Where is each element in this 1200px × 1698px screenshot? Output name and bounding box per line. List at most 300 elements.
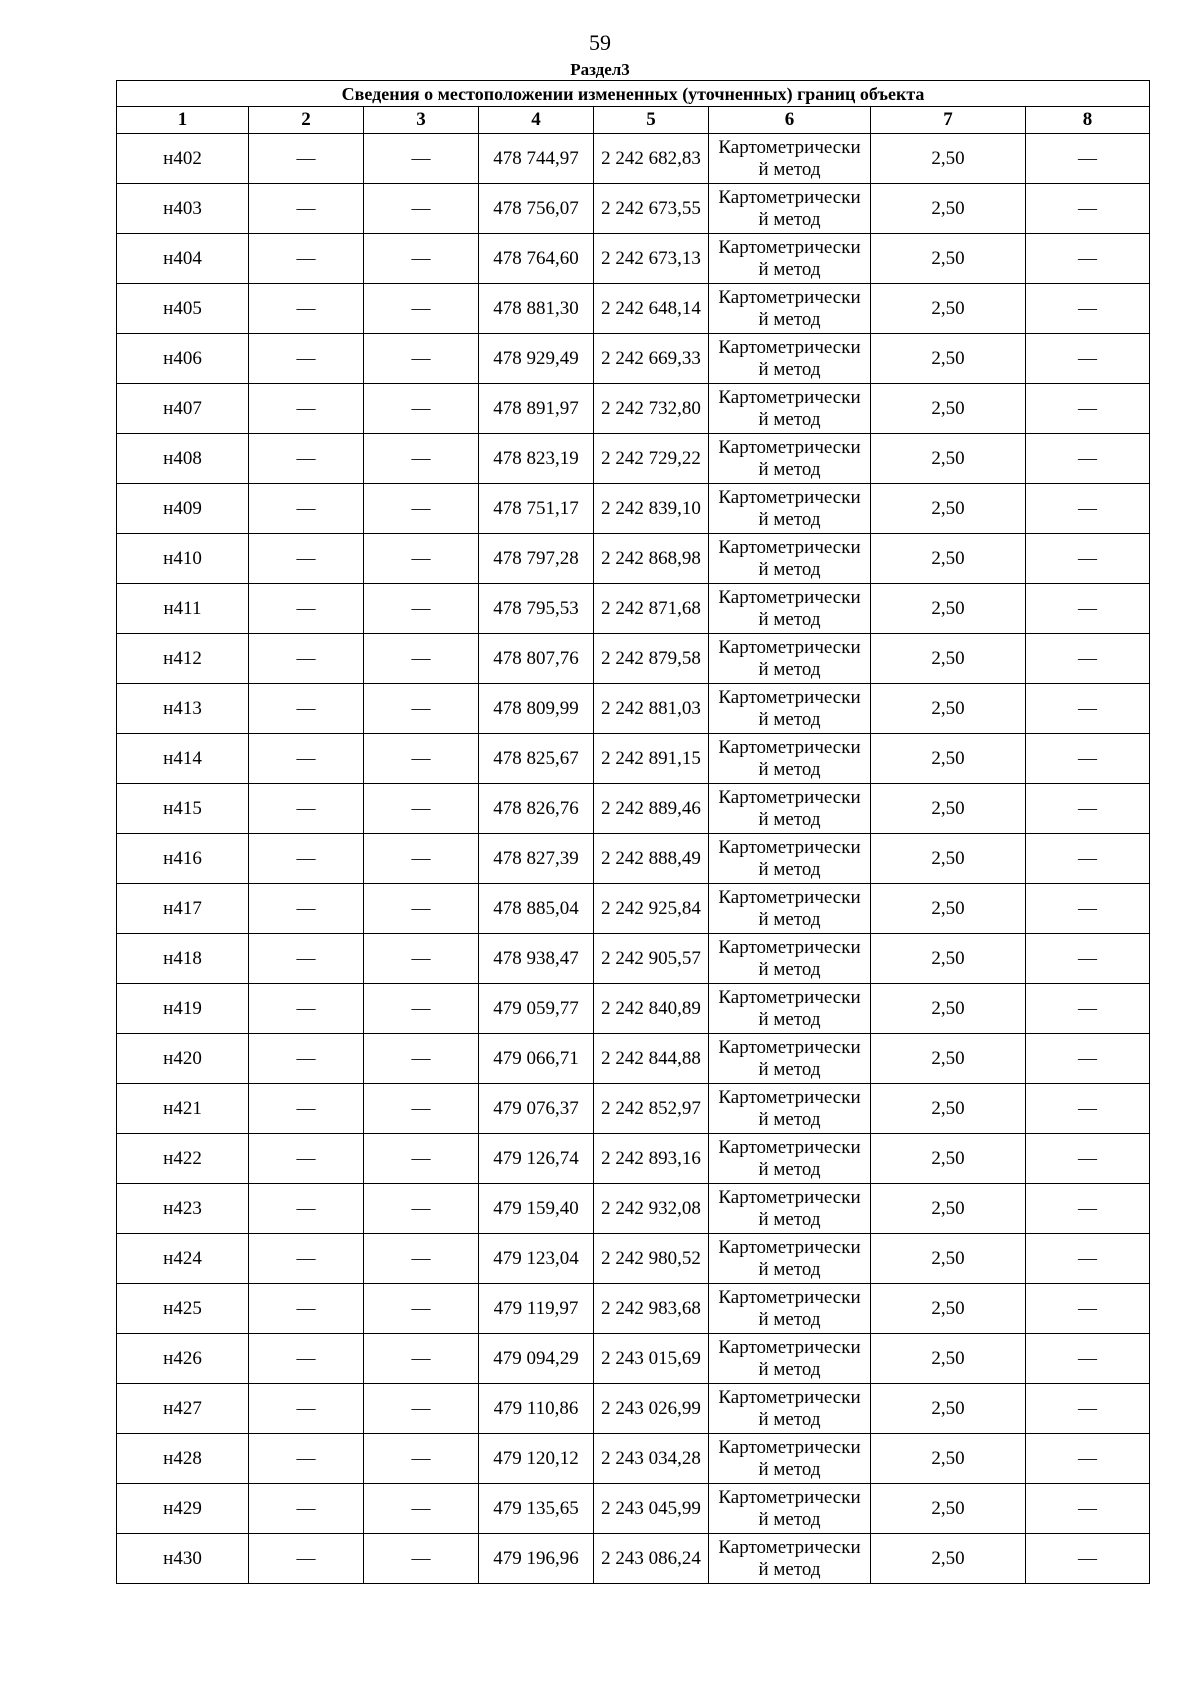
accuracy-cell: 2,50 [871, 584, 1026, 634]
table-row [117, 834, 1150, 884]
method-line-1: Картометрически [718, 1236, 861, 1258]
column-3-cell: — [364, 1334, 479, 1384]
method-line-2: й метод [758, 608, 821, 630]
x-coordinate-cell: 478 797,28 [479, 534, 594, 584]
x-coordinate-cell: 479 094,29 [479, 1334, 594, 1384]
table-caption-row [117, 81, 1150, 107]
y-coordinate-cell: 2 242 879,58 [594, 634, 709, 684]
table-row [117, 534, 1150, 584]
accuracy-cell: 2,50 [871, 1234, 1026, 1284]
page-number: 59 [589, 30, 611, 55]
method-line-2: й метод [758, 1558, 821, 1580]
table-row [117, 234, 1150, 284]
table-row [117, 884, 1150, 934]
table-row [117, 484, 1150, 534]
column-8-cell: — [1026, 1534, 1150, 1584]
column-8-cell: — [1026, 1484, 1150, 1534]
point-name-cell: н408 [117, 434, 249, 484]
x-coordinate-cell: 479 110,86 [479, 1384, 594, 1434]
column-2-cell: — [249, 734, 364, 784]
method-cell [709, 234, 871, 284]
method-line-2: й метод [758, 808, 821, 830]
table-row [117, 1134, 1150, 1184]
point-name-cell: н419 [117, 984, 249, 1034]
point-name-cell: н410 [117, 534, 249, 584]
table-row [117, 584, 1150, 634]
table-body [117, 134, 1150, 1584]
method-line-2: й метод [758, 1508, 821, 1530]
column-2-cell: — [249, 1184, 364, 1234]
accuracy-cell: 2,50 [871, 1084, 1026, 1134]
column-8-cell: — [1026, 184, 1150, 234]
method-cell [709, 1134, 871, 1184]
accuracy-cell: 2,50 [871, 134, 1026, 184]
table-row [117, 1334, 1150, 1384]
column-3-cell: — [364, 334, 479, 384]
y-coordinate-cell: 2 243 086,24 [594, 1534, 709, 1584]
column-8-cell: — [1026, 534, 1150, 584]
column-2-cell: — [249, 334, 364, 384]
method-line-2: й метод [758, 1408, 821, 1430]
column-8-cell: — [1026, 1434, 1150, 1484]
point-name-cell: н416 [117, 834, 249, 884]
method-cell [709, 1284, 871, 1334]
method-line-1: Картометрически [718, 1086, 861, 1108]
method-line-2: й метод [758, 208, 821, 230]
y-coordinate-cell: 2 242 893,16 [594, 1134, 709, 1184]
method-cell [709, 1484, 871, 1534]
method-line-1: Картометрически [718, 936, 861, 958]
column-8-cell: — [1026, 884, 1150, 934]
method-line-2: й метод [758, 1058, 821, 1080]
method-line-1: Картометрически [718, 836, 861, 858]
column-8-cell: — [1026, 1184, 1150, 1234]
accuracy-cell: 2,50 [871, 1384, 1026, 1434]
column-8-cell: — [1026, 734, 1150, 784]
accuracy-cell: 2,50 [871, 784, 1026, 834]
table-row [117, 1384, 1150, 1434]
x-coordinate-cell: 479 119,97 [479, 1284, 594, 1334]
method-cell [709, 384, 871, 434]
accuracy-cell: 2,50 [871, 1484, 1026, 1534]
column-8-cell: — [1026, 984, 1150, 1034]
accuracy-cell: 2,50 [871, 684, 1026, 734]
y-coordinate-cell: 2 242 729,22 [594, 434, 709, 484]
point-name-cell: н404 [117, 234, 249, 284]
column-3-cell: — [364, 1034, 479, 1084]
method-line-2: й метод [758, 308, 821, 330]
column-3-cell: — [364, 834, 479, 884]
column-2-cell: — [249, 384, 364, 434]
method-line-2: й метод [758, 1158, 821, 1180]
column-2-cell: — [249, 1034, 364, 1084]
column-2-cell: — [249, 1084, 364, 1134]
column-3-cell: — [364, 584, 479, 634]
method-line-2: й метод [758, 708, 821, 730]
method-line-1: Картометрически [718, 336, 861, 358]
column-3-cell: — [364, 684, 479, 734]
point-name-cell: н407 [117, 384, 249, 434]
column-2-cell: — [249, 884, 364, 934]
column-3-cell: — [364, 934, 479, 984]
y-coordinate-cell: 2 242 852,97 [594, 1084, 709, 1134]
method-line-2: й метод [758, 958, 821, 980]
table-row [117, 1534, 1150, 1584]
x-coordinate-cell: 479 135,65 [479, 1484, 594, 1534]
method-cell [709, 334, 871, 384]
column-2-cell: — [249, 834, 364, 884]
method-line-2: й метод [758, 458, 821, 480]
x-coordinate-cell: 478 891,97 [479, 384, 594, 434]
y-coordinate-cell: 2 242 673,13 [594, 234, 709, 284]
column-2-cell: — [249, 1134, 364, 1184]
table-row [117, 1484, 1150, 1534]
column-8-cell: — [1026, 1334, 1150, 1384]
x-coordinate-cell: 478 807,76 [479, 634, 594, 684]
column-2-cell: — [249, 284, 364, 334]
point-name-cell: н430 [117, 1534, 249, 1584]
y-coordinate-cell: 2 243 045,99 [594, 1484, 709, 1534]
column-number: 4 [479, 107, 594, 134]
method-line-1: Картометрически [718, 686, 861, 708]
method-line-1: Картометрически [718, 436, 861, 458]
accuracy-cell: 2,50 [871, 284, 1026, 334]
column-2-cell: — [249, 984, 364, 1034]
method-line-2: й метод [758, 858, 821, 880]
column-3-cell: — [364, 434, 479, 484]
x-coordinate-cell: 478 744,97 [479, 134, 594, 184]
column-2-cell: — [249, 684, 364, 734]
table-row [117, 1434, 1150, 1484]
column-3-cell: — [364, 1284, 479, 1334]
y-coordinate-cell: 2 242 925,84 [594, 884, 709, 934]
table-row [117, 334, 1150, 384]
method-cell [709, 484, 871, 534]
table-row [117, 734, 1150, 784]
column-8-cell: — [1026, 134, 1150, 184]
y-coordinate-cell: 2 242 905,57 [594, 934, 709, 984]
column-3-cell: — [364, 234, 479, 284]
method-cell [709, 1434, 871, 1484]
column-number: 3 [364, 107, 479, 134]
y-coordinate-cell: 2 243 026,99 [594, 1384, 709, 1434]
y-coordinate-cell: 2 243 034,28 [594, 1434, 709, 1484]
table-row [117, 284, 1150, 334]
column-number: 8 [1026, 107, 1150, 134]
point-name-cell: н402 [117, 134, 249, 184]
method-line-1: Картометрически [718, 486, 861, 508]
method-cell [709, 884, 871, 934]
table-row [117, 1234, 1150, 1284]
method-cell [709, 984, 871, 1034]
point-name-cell: н418 [117, 934, 249, 984]
method-line-2: й метод [758, 1208, 821, 1230]
x-coordinate-cell: 479 120,12 [479, 1434, 594, 1484]
x-coordinate-cell: 479 196,96 [479, 1534, 594, 1584]
accuracy-cell: 2,50 [871, 334, 1026, 384]
x-coordinate-cell: 478 809,99 [479, 684, 594, 734]
accuracy-cell: 2,50 [871, 884, 1026, 934]
coordinates-table [116, 80, 1150, 1584]
point-name-cell: н421 [117, 1084, 249, 1134]
column-3-cell: — [364, 1534, 479, 1584]
method-cell [709, 434, 871, 484]
point-name-cell: н417 [117, 884, 249, 934]
point-name-cell: н426 [117, 1334, 249, 1384]
column-8-cell: — [1026, 1134, 1150, 1184]
column-3-cell: — [364, 1134, 479, 1184]
method-cell [709, 1534, 871, 1584]
column-2-cell: — [249, 1534, 364, 1584]
y-coordinate-cell: 2 242 983,68 [594, 1284, 709, 1334]
column-2-cell: — [249, 584, 364, 634]
point-name-cell: н412 [117, 634, 249, 684]
method-cell [709, 1234, 871, 1284]
accuracy-cell: 2,50 [871, 184, 1026, 234]
method-line-1: Картометрически [718, 1136, 861, 1158]
method-line-1: Картометрически [718, 1336, 861, 1358]
method-line-1: Картометрически [718, 136, 861, 158]
column-2-cell: — [249, 1484, 364, 1534]
method-line-1: Картометрически [718, 786, 861, 808]
point-name-cell: н415 [117, 784, 249, 834]
x-coordinate-cell: 478 751,17 [479, 484, 594, 534]
method-line-2: й метод [758, 1108, 821, 1130]
x-coordinate-cell: 478 823,19 [479, 434, 594, 484]
method-line-2: й метод [758, 508, 821, 530]
point-name-cell: н424 [117, 1234, 249, 1284]
point-name-cell: н406 [117, 334, 249, 384]
column-8-cell: — [1026, 1084, 1150, 1134]
table-row [117, 684, 1150, 734]
column-3-cell: — [364, 184, 479, 234]
x-coordinate-cell: 478 795,53 [479, 584, 594, 634]
method-line-2: й метод [758, 1258, 821, 1280]
column-8-cell: — [1026, 1234, 1150, 1284]
method-line-1: Картометрически [718, 886, 861, 908]
table-row [117, 1034, 1150, 1084]
y-coordinate-cell: 2 242 881,03 [594, 684, 709, 734]
method-cell [709, 1184, 871, 1234]
column-2-cell: — [249, 1384, 364, 1434]
method-line-1: Картометрически [718, 1186, 861, 1208]
method-line-1: Картометрически [718, 1536, 861, 1558]
column-2-cell: — [249, 1334, 364, 1384]
method-line-2: й метод [758, 1008, 821, 1030]
accuracy-cell: 2,50 [871, 1334, 1026, 1384]
y-coordinate-cell: 2 242 932,08 [594, 1184, 709, 1234]
column-3-cell: — [364, 484, 479, 534]
point-name-cell: н425 [117, 1284, 249, 1334]
column-3-cell: — [364, 284, 479, 334]
column-3-cell: — [364, 984, 479, 1034]
column-8-cell: — [1026, 684, 1150, 734]
column-8-cell: — [1026, 284, 1150, 334]
x-coordinate-cell: 479 159,40 [479, 1184, 594, 1234]
column-8-cell: — [1026, 384, 1150, 434]
column-8-cell: — [1026, 334, 1150, 384]
section-title: Раздел3 [570, 60, 630, 79]
method-cell [709, 134, 871, 184]
point-name-cell: н428 [117, 1434, 249, 1484]
x-coordinate-cell: 478 826,76 [479, 784, 594, 834]
method-cell [709, 284, 871, 334]
column-3-cell: — [364, 1184, 479, 1234]
method-line-2: й метод [758, 1458, 821, 1480]
table-row [117, 384, 1150, 434]
method-line-2: й метод [758, 1308, 821, 1330]
column-3-cell: — [364, 1484, 479, 1534]
method-line-1: Картометрически [718, 1436, 861, 1458]
table-row [117, 434, 1150, 484]
method-cell [709, 1084, 871, 1134]
point-name-cell: н409 [117, 484, 249, 534]
y-coordinate-cell: 2 242 682,83 [594, 134, 709, 184]
method-line-2: й метод [758, 158, 821, 180]
table-row [117, 634, 1150, 684]
column-2-cell: — [249, 484, 364, 534]
accuracy-cell: 2,50 [871, 984, 1026, 1034]
accuracy-cell: 2,50 [871, 734, 1026, 784]
y-coordinate-cell: 2 242 840,89 [594, 984, 709, 1034]
accuracy-cell: 2,50 [871, 1534, 1026, 1584]
column-number: 2 [249, 107, 364, 134]
accuracy-cell: 2,50 [871, 234, 1026, 284]
point-name-cell: н422 [117, 1134, 249, 1184]
column-3-cell: — [364, 134, 479, 184]
column-3-cell: — [364, 1384, 479, 1434]
method-line-1: Картометрически [718, 1286, 861, 1308]
point-name-cell: н411 [117, 584, 249, 634]
point-name-cell: н427 [117, 1384, 249, 1434]
column-8-cell: — [1026, 484, 1150, 534]
accuracy-cell: 2,50 [871, 834, 1026, 884]
column-3-cell: — [364, 534, 479, 584]
table-row [117, 1284, 1150, 1334]
x-coordinate-cell: 479 076,37 [479, 1084, 594, 1134]
method-line-2: й метод [758, 1358, 821, 1380]
column-2-cell: — [249, 634, 364, 684]
accuracy-cell: 2,50 [871, 484, 1026, 534]
column-2-cell: — [249, 184, 364, 234]
column-3-cell: — [364, 1234, 479, 1284]
method-cell [709, 934, 871, 984]
column-3-cell: — [364, 884, 479, 934]
method-line-2: й метод [758, 408, 821, 430]
y-coordinate-cell: 2 242 669,33 [594, 334, 709, 384]
x-coordinate-cell: 479 126,74 [479, 1134, 594, 1184]
table-row [117, 984, 1150, 1034]
y-coordinate-cell: 2 242 871,68 [594, 584, 709, 634]
method-line-2: й метод [758, 908, 821, 930]
accuracy-cell: 2,50 [871, 434, 1026, 484]
accuracy-cell: 2,50 [871, 384, 1026, 434]
point-name-cell: н403 [117, 184, 249, 234]
column-number: 7 [871, 107, 1026, 134]
column-8-cell: — [1026, 584, 1150, 634]
column-2-cell: — [249, 1234, 364, 1284]
table-row [117, 1084, 1150, 1134]
accuracy-cell: 2,50 [871, 534, 1026, 584]
y-coordinate-cell: 2 242 868,98 [594, 534, 709, 584]
method-line-1: Картометрически [718, 986, 861, 1008]
method-line-2: й метод [758, 258, 821, 280]
x-coordinate-cell: 478 881,30 [479, 284, 594, 334]
accuracy-cell: 2,50 [871, 1184, 1026, 1234]
method-line-1: Картометрически [718, 586, 861, 608]
method-line-1: Картометрически [718, 636, 861, 658]
y-coordinate-cell: 2 242 980,52 [594, 1234, 709, 1284]
method-line-2: й метод [758, 658, 821, 680]
point-name-cell: н429 [117, 1484, 249, 1534]
method-cell [709, 184, 871, 234]
accuracy-cell: 2,50 [871, 1134, 1026, 1184]
method-line-2: й метод [758, 558, 821, 580]
column-3-cell: — [364, 734, 479, 784]
column-8-cell: — [1026, 434, 1150, 484]
column-8-cell: — [1026, 1384, 1150, 1434]
table-row [117, 1184, 1150, 1234]
table-row [117, 134, 1150, 184]
y-coordinate-cell: 2 242 844,88 [594, 1034, 709, 1084]
x-coordinate-cell: 478 756,07 [479, 184, 594, 234]
method-cell [709, 584, 871, 634]
column-3-cell: — [364, 784, 479, 834]
column-2-cell: — [249, 1434, 364, 1484]
method-cell [709, 834, 871, 884]
method-line-1: Картометрически [718, 1486, 861, 1508]
y-coordinate-cell: 2 242 648,14 [594, 284, 709, 334]
point-name-cell: н423 [117, 1184, 249, 1234]
point-name-cell: н413 [117, 684, 249, 734]
method-cell [709, 684, 871, 734]
column-2-cell: — [249, 134, 364, 184]
accuracy-cell: 2,50 [871, 1284, 1026, 1334]
column-2-cell: — [249, 534, 364, 584]
column-2-cell: — [249, 784, 364, 834]
accuracy-cell: 2,50 [871, 634, 1026, 684]
x-coordinate-cell: 478 764,60 [479, 234, 594, 284]
column-8-cell: — [1026, 784, 1150, 834]
y-coordinate-cell: 2 242 673,55 [594, 184, 709, 234]
column-8-cell: — [1026, 634, 1150, 684]
y-coordinate-cell: 2 242 888,49 [594, 834, 709, 884]
column-2-cell: — [249, 434, 364, 484]
x-coordinate-cell: 478 885,04 [479, 884, 594, 934]
accuracy-cell: 2,50 [871, 1434, 1026, 1484]
method-line-2: й метод [758, 358, 821, 380]
column-8-cell: — [1026, 1034, 1150, 1084]
method-line-1: Картометрически [718, 536, 861, 558]
column-8-cell: — [1026, 234, 1150, 284]
x-coordinate-cell: 478 827,39 [479, 834, 594, 884]
column-number: 1 [117, 107, 249, 134]
point-name-cell: н414 [117, 734, 249, 784]
method-cell [709, 634, 871, 684]
method-line-1: Картометрически [718, 186, 861, 208]
column-number: 6 [709, 107, 871, 134]
column-2-cell: — [249, 1284, 364, 1334]
y-coordinate-cell: 2 242 889,46 [594, 784, 709, 834]
column-numbers-row [117, 107, 1150, 134]
accuracy-cell: 2,50 [871, 1034, 1026, 1084]
method-cell [709, 1334, 871, 1384]
y-coordinate-cell: 2 242 891,15 [594, 734, 709, 784]
column-3-cell: — [364, 634, 479, 684]
y-coordinate-cell: 2 242 839,10 [594, 484, 709, 534]
x-coordinate-cell: 478 825,67 [479, 734, 594, 784]
column-2-cell: — [249, 234, 364, 284]
